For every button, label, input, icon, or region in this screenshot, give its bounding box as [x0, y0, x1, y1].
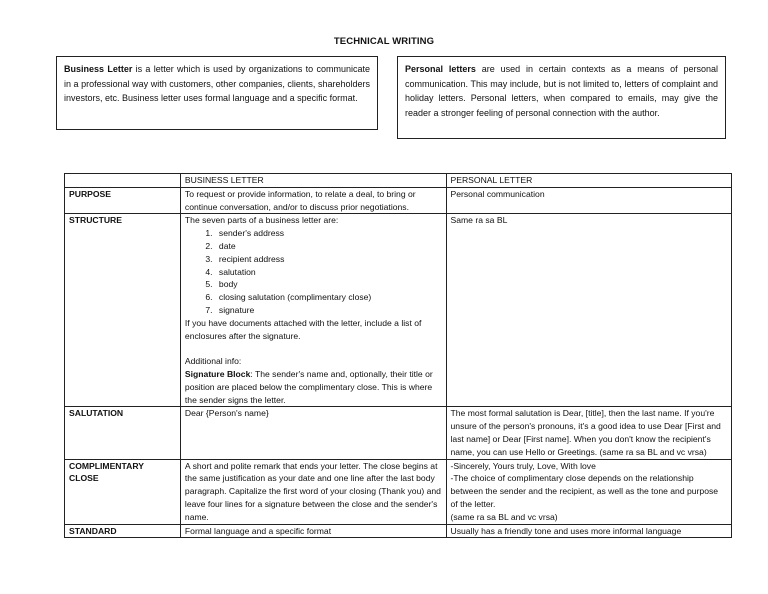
header-blank-cell	[65, 174, 181, 188]
header-personal-letter: PERSONAL LETTER	[446, 174, 731, 188]
page-title: TECHNICAL WRITING	[333, 36, 435, 47]
personal-letter-term: Personal letters	[405, 64, 476, 74]
row-label-structure: STRUCTURE	[65, 214, 181, 407]
spacer	[185, 342, 442, 355]
business-letter-definition-text: is a letter which is used by organizations to communicate in a professional way with customers, other companies, clients, shareholders investors, etc. Business letter uses formal language and a specific format.	[64, 64, 370, 103]
business-letter-term: Business Letter	[64, 64, 133, 74]
list-item: 6. closing salutation (complimentary close)	[215, 291, 442, 304]
structure-business-cell	[180, 214, 446, 407]
structure-personal-cell: Same ra sa BL	[446, 214, 731, 407]
signature-block-text: : The sender's name and, optionally, their title or position are placed below the complimentary close. This is where the sender signs the letter.	[184, 368, 433, 405]
row-label-complimentary-close	[65, 459, 181, 524]
table-row-salutation	[65, 407, 732, 459]
row-label-standard: STANDARD	[65, 524, 181, 538]
list-item: 5. body	[215, 278, 442, 291]
personal-letter-definition-box	[397, 56, 726, 139]
signature-block-note	[185, 368, 442, 406]
list-item: 2. date	[215, 240, 442, 253]
complimentary-personal-line: (same ra sa BL and vc vrsa)	[450, 511, 558, 522]
complimentary-personal-line: -Sincerely, Yours truly, Love, With love	[450, 460, 596, 471]
table-row-standard	[65, 524, 732, 538]
enclosures-note: If you have documents attached with the letter, include a list of enclosures after the signature.	[184, 317, 422, 341]
personal-letter-definition-text: are used in certain contexts as a means of personal communication. This may include, but is not limited to, letters of complaint and holiday letters. Personal letters, when compared to emails, may give the reader a stronger feeling of personal connection with the author.	[405, 64, 719, 118]
salutation-business-cell: Dear {Person's name}	[180, 407, 446, 459]
structure-intro: The seven parts of a business letter are:	[184, 215, 339, 226]
table-row-structure	[65, 214, 732, 407]
complimentary-personal-line: -The choice of complimentary close depends on the relationship between the sender and the recipient, as well as the tone and purpose of the letter.	[450, 473, 719, 509]
business-letter-definition-box	[56, 56, 378, 130]
purpose-business-cell: To request or provide information, to relate a deal, to bring or continue conversation, and/or to discuss prior negotiations.	[180, 187, 446, 214]
row-label-salutation: SALUTATION	[65, 407, 181, 459]
additional-info-label: Additional info:	[184, 356, 242, 367]
comparison-table	[64, 173, 732, 538]
row-label-purpose: PURPOSE	[65, 187, 181, 214]
list-item: 3. recipient address	[215, 253, 442, 266]
header-business-letter: BUSINESS LETTER	[180, 174, 446, 188]
purpose-personal-cell: Personal communication	[446, 187, 731, 214]
complimentary-personal-cell	[446, 459, 731, 524]
letter-parts-list	[185, 227, 442, 317]
standard-business-cell: Formal language and a specific format	[180, 524, 446, 538]
signature-block-label: Signature Block	[184, 368, 251, 379]
list-item: 4. salutation	[215, 266, 442, 279]
row-label-line: COMPLIMENTARY	[69, 460, 144, 471]
list-item: 7. signature	[215, 304, 442, 317]
standard-personal-cell: Usually has a friendly tone and uses more informal language	[446, 524, 731, 538]
row-label-line: CLOSE	[69, 473, 99, 484]
table-row-purpose	[65, 187, 732, 214]
complimentary-business-cell: A short and polite remark that ends your letter. The close begins at the same justification as your date and one line after the last body paragraph. Capitalize the first word of your closing (Thank you) and leave four lines for a signature between the close and the sender's name.	[180, 459, 446, 524]
salutation-personal-cell: The most formal salutation is Dear, [title], then the last name. If you're unsure of the person's pronouns, it's a good idea to use Dear [First and last name] or Dear [First name]. When you don't know the recipient's name, you can use Hello or Greetings. (same ra sa BL and vc vrsa)	[446, 407, 731, 459]
table-row-complimentary-close	[65, 459, 732, 524]
list-item: 1. sender's address	[215, 227, 442, 240]
table-header-row	[65, 174, 732, 188]
